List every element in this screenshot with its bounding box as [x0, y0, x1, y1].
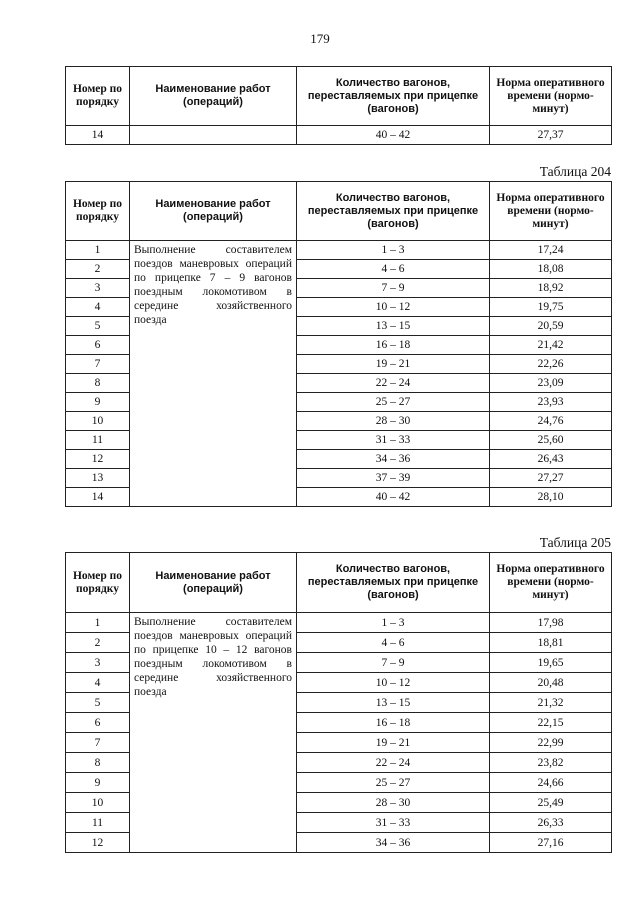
- row-number: 2: [66, 633, 130, 653]
- row-wagons: 22 – 24: [297, 753, 490, 773]
- row-norm: 23,82: [490, 753, 612, 773]
- row-norm: 17,24: [490, 241, 612, 260]
- header-norm: Норма оперативного времени (нормо-минут): [490, 182, 612, 241]
- table-header-row: [66, 182, 612, 241]
- row-wagons: 34 – 36: [297, 833, 490, 853]
- operation-description: Выполнение составителем поездов маневровых операций по прицепке 7 – 9 вагонов поездным локомотивом в середине хозяйственного поезда: [130, 241, 297, 507]
- header-number: Номер по порядку: [66, 67, 130, 126]
- row-number: 8: [66, 374, 130, 393]
- row-wagons: 16 – 18: [297, 713, 490, 733]
- table-row: [66, 241, 612, 260]
- header-number: Номер по порядку: [66, 182, 130, 241]
- table-205: [65, 552, 612, 853]
- row-number: 14: [66, 488, 130, 507]
- row-norm: 21,42: [490, 336, 612, 355]
- row-norm: 18,92: [490, 279, 612, 298]
- row-number: 11: [66, 431, 130, 450]
- table-row: [66, 613, 612, 633]
- row-norm: 18,08: [490, 260, 612, 279]
- row-number: 10: [66, 412, 130, 431]
- row-norm: 25,49: [490, 793, 612, 813]
- row-wagons: 13 – 15: [297, 693, 490, 713]
- table-header-row: [66, 67, 612, 126]
- table-row: [66, 126, 612, 145]
- row-norm: 23,09: [490, 374, 612, 393]
- row-number: 3: [66, 279, 130, 298]
- table-204: [65, 181, 612, 507]
- row-number: 5: [66, 693, 130, 713]
- row-number: 14: [66, 126, 130, 145]
- row-number: 7: [66, 733, 130, 753]
- row-wagons: 25 – 27: [297, 773, 490, 793]
- row-norm: 20,48: [490, 673, 612, 693]
- row-wagons: 19 – 21: [297, 733, 490, 753]
- row-number: 6: [66, 336, 130, 355]
- row-norm: 21,32: [490, 693, 612, 713]
- header-operation: Наименование работ (операций): [130, 67, 297, 126]
- header-wagons: Количество вагонов, переставляемых при прицепке (вагонов): [297, 67, 490, 126]
- row-wagons: 22 – 24: [297, 374, 490, 393]
- row-wagons: 7 – 9: [297, 653, 490, 673]
- header-wagons: Количество вагонов, переставляемых при прицепке (вагонов): [297, 553, 490, 613]
- row-norm: 27,27: [490, 469, 612, 488]
- header-norm: Норма оперативного времени (нормо-минут): [490, 67, 612, 126]
- row-norm: 22,99: [490, 733, 612, 753]
- row-number: 13: [66, 469, 130, 488]
- row-norm: 24,76: [490, 412, 612, 431]
- row-norm: 22,15: [490, 713, 612, 733]
- row-wagons: 37 – 39: [297, 469, 490, 488]
- row-number: 9: [66, 773, 130, 793]
- row-norm: 22,26: [490, 355, 612, 374]
- row-number: 12: [66, 833, 130, 853]
- header-operation: Наименование работ (операций): [130, 553, 297, 613]
- row-number: 8: [66, 753, 130, 773]
- row-number: 2: [66, 260, 130, 279]
- row-wagons: 34 – 36: [297, 450, 490, 469]
- row-wagons: 31 – 33: [297, 431, 490, 450]
- row-number: 9: [66, 393, 130, 412]
- row-number: 1: [66, 613, 130, 633]
- row-wagons: 25 – 27: [297, 393, 490, 412]
- header-norm: Норма оперативного времени (нормо-минут): [490, 553, 612, 613]
- row-norm: 26,33: [490, 813, 612, 833]
- row-number: 1: [66, 241, 130, 260]
- row-norm: 27,16: [490, 833, 612, 853]
- operation-description: Выполнение составителем поездов маневровых операций по прицепке 10 – 12 вагонов поездным локомотивом в середине хозяйственного поезда: [130, 613, 297, 853]
- row-wagons: 28 – 30: [297, 412, 490, 431]
- row-wagons: 31 – 33: [297, 813, 490, 833]
- row-wagons: 40 – 42: [297, 126, 490, 145]
- row-norm: 27,37: [490, 126, 612, 145]
- row-norm: 24,66: [490, 773, 612, 793]
- row-number: 3: [66, 653, 130, 673]
- table-205-caption: Таблица 205: [539, 535, 611, 550]
- row-wagons: 1 – 3: [297, 241, 490, 260]
- row-norm: 19,75: [490, 298, 612, 317]
- row-norm: 19,65: [490, 653, 612, 673]
- row-norm: 26,43: [490, 450, 612, 469]
- row-wagons: 19 – 21: [297, 355, 490, 374]
- table-204-caption: Таблица 204: [539, 164, 611, 179]
- row-operation: [130, 126, 297, 145]
- row-norm: 20,59: [490, 317, 612, 336]
- row-number: 4: [66, 298, 130, 317]
- row-number: 7: [66, 355, 130, 374]
- continued-table: [65, 66, 612, 145]
- row-wagons: 4 – 6: [297, 633, 490, 653]
- row-wagons: 4 – 6: [297, 260, 490, 279]
- row-norm: 18,81: [490, 633, 612, 653]
- row-number: 10: [66, 793, 130, 813]
- row-wagons: 1 – 3: [297, 613, 490, 633]
- page-number: 179: [310, 31, 330, 46]
- header-wagons: Количество вагонов, переставляемых при прицепке (вагонов): [297, 182, 490, 241]
- row-wagons: 10 – 12: [297, 298, 490, 317]
- row-wagons: 40 – 42: [297, 488, 490, 507]
- row-number: 12: [66, 450, 130, 469]
- row-number: 4: [66, 673, 130, 693]
- row-number: 6: [66, 713, 130, 733]
- row-wagons: 28 – 30: [297, 793, 490, 813]
- row-wagons: 16 – 18: [297, 336, 490, 355]
- row-number: 11: [66, 813, 130, 833]
- row-norm: 25,60: [490, 431, 612, 450]
- row-norm: 23,93: [490, 393, 612, 412]
- row-wagons: 7 – 9: [297, 279, 490, 298]
- row-wagons: 13 – 15: [297, 317, 490, 336]
- header-operation: Наименование работ (операций): [130, 182, 297, 241]
- header-number: Номер по порядку: [66, 553, 130, 613]
- table-header-row: [66, 553, 612, 613]
- row-wagons: 10 – 12: [297, 673, 490, 693]
- row-number: 5: [66, 317, 130, 336]
- row-norm: 28,10: [490, 488, 612, 507]
- row-norm: 17,98: [490, 613, 612, 633]
